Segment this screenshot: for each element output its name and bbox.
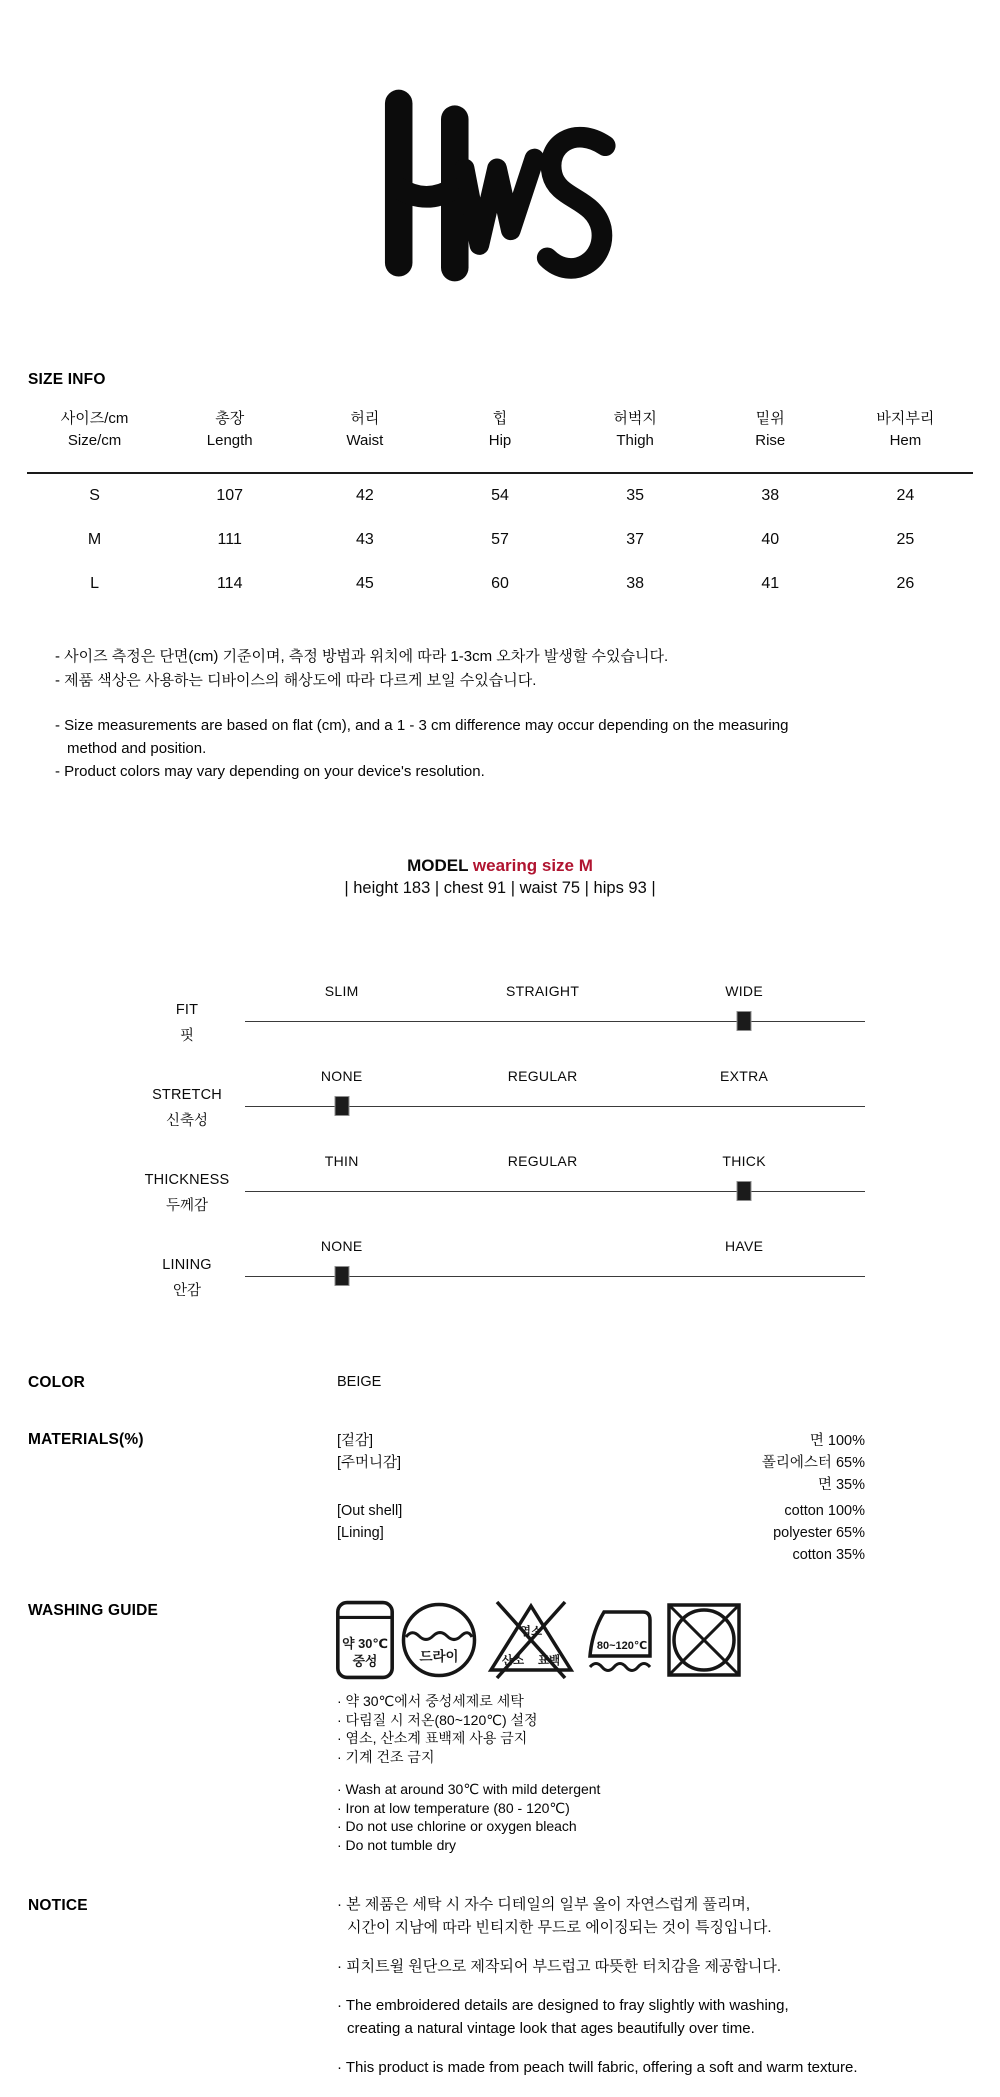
wash-30-neutral-icon	[335, 1600, 395, 1680]
slider-line	[245, 1191, 865, 1192]
col-waist: 허리 Waist	[346, 410, 384, 449]
dry-clean-icon	[400, 1601, 478, 1679]
material-row: [겉감] 면 100%	[337, 1433, 865, 1449]
slider-option: SLIM	[324, 983, 359, 999]
slider-marker-fit	[737, 1011, 752, 1031]
svg-text:산소: 산소	[501, 1655, 525, 1667]
no-bleach-icon	[483, 1598, 579, 1682]
hws-logo	[382, 88, 618, 288]
size-info-heading: SIZE INFO	[28, 371, 106, 388]
slider-option: THICK	[722, 1153, 766, 1169]
color-heading: COLOR	[28, 1374, 85, 1391]
material-row: [Out shell] cotton 100%	[337, 1503, 865, 1519]
size-notes-korean: - 사이즈 측정은 단면(cm) 기준이며, 측정 방법과 위치에 따라 1-3cm 오차가 발생할 수있습니다. - 제품 색상은 사용하는 디바이스의 해상도에 따라 다르게 보일 수있습니다.	[55, 648, 669, 689]
slider-option: EXTRA	[720, 1068, 769, 1084]
slider-track-lining	[245, 1236, 865, 1320]
slider-option: THIN	[324, 1153, 359, 1169]
notice-heading: NOTICE	[28, 1897, 88, 1914]
col-hem: 바지부리 Hem	[876, 410, 935, 449]
model-wearing-line	[0, 855, 1000, 877]
material-row: cotton 35%	[792, 1547, 865, 1563]
size-table-row-l: L 114 45 60 38 41 26	[90, 575, 915, 592]
slider-option: NONE	[320, 1238, 363, 1254]
slider-option: REGULAR	[507, 1153, 578, 1169]
size-table-header	[27, 408, 973, 452]
notice-item: · The embroidered details are designed to fray slightly with washing, creating a natural vintage look that ages beautifully over time.	[337, 1997, 789, 2037]
slider-row-lining: LINING 안감 NONE HAVE	[0, 1236, 1000, 1320]
slider-line	[245, 1021, 865, 1022]
col-rise: 밑위 Rise	[755, 410, 786, 449]
col-hip: 힙 Hip	[488, 410, 512, 449]
no-tumble-dry-icon	[665, 1601, 743, 1679]
slider-row-stretch: STRETCH 신축성 NONE REGULAR EXTRA	[0, 1066, 1000, 1150]
logo-w-stroke	[465, 159, 535, 246]
col-length: 총장 Length	[206, 410, 253, 449]
size-table-row-m: M 111 43 57 37 40 25	[87, 531, 915, 548]
svg-text:염소: 염소	[519, 1626, 543, 1638]
notice-item: · 본 제품은 세탁 시 자수 디테일의 일부 올이 자연스럽게 풀리며, 시간이 지남에 따라 빈티지한 무드로 에이징되는 것이 특징입니다.	[337, 1896, 772, 1936]
size-table	[27, 408, 973, 606]
svg-text:약 30℃: 약 30℃	[342, 1636, 388, 1652]
model-info	[0, 855, 1000, 900]
slider-option: HAVE	[724, 1238, 764, 1254]
svg-text:표백: 표백	[537, 1655, 561, 1667]
slider-row-thickness: THICKNESS 두께감 THIN REGULAR THICK	[0, 1151, 1000, 1235]
washing-notes-korean: · 약 30℃에서 중성세제로 세탁 · 다림질 시 저온(80~120℃) 설정 · 염소, 산소계 표백제 사용 금지 · 기계 건조 금지	[337, 1693, 538, 1765]
slider-marker-stretch	[334, 1096, 349, 1116]
slider-row-fit: FIT 핏 SLIM STRAIGHT WIDE	[0, 981, 1000, 1065]
col-thigh: 허벅지 Thigh	[613, 410, 657, 449]
slider-track-thickness	[245, 1151, 865, 1235]
slider-option: NONE	[320, 1068, 363, 1084]
model-wearing-size: wearing size M	[472, 856, 593, 875]
material-row: 면 35%	[817, 1477, 865, 1493]
model-specs: | height 183 | chest 91 | waist 75 | hips 93 |	[344, 879, 656, 897]
svg-text:드라이: 드라이	[419, 1649, 459, 1664]
slider-marker-thickness	[737, 1181, 752, 1201]
notice-item: · This product is made from peach twill fabric, offering a soft and warm texture.	[337, 2059, 858, 2076]
washing-guide-heading: WASHING GUIDE	[28, 1602, 159, 1619]
col-size: 사이즈/cm Size/cm	[60, 410, 129, 449]
model-label: MODEL	[407, 856, 469, 875]
svg-text:중성: 중성	[352, 1653, 378, 1669]
size-table-row-s: S 107 42 54 35 38 24	[89, 487, 915, 504]
notice-list	[337, 1893, 858, 2095]
svg-text:80~120℃: 80~120℃	[596, 1640, 648, 1652]
slider-option: WIDE	[725, 983, 763, 999]
slider-track-fit	[245, 981, 865, 1065]
size-notes-english: - Size measurements are based on flat (cm), and a 1 - 3 cm difference may occur depending on the measuring method and position. - Product colors may vary depending on your device's resolution.	[55, 717, 789, 780]
slider-track-stretch	[245, 1066, 865, 1150]
washing-icons	[335, 1596, 743, 1684]
slider-option: STRAIGHT	[506, 983, 580, 999]
washing-notes-english: · Wash at around 30℃ with mild detergent · Iron at low temperature (80 - 120℃) · Do not use chlorine or oxygen bleach · Do not tumble dry	[337, 1781, 601, 1853]
materials-grid	[337, 1430, 865, 1566]
materials-heading: MATERIALS(%)	[28, 1431, 144, 1448]
material-row: [주머니감] 폴리에스터 65%	[337, 1455, 865, 1471]
material-row: [Lining] polyester 65%	[337, 1525, 865, 1541]
logo-s-stroke	[547, 137, 605, 268]
slider-marker-lining	[334, 1266, 349, 1286]
color-value: BEIGE	[337, 1374, 382, 1390]
iron-low-icon	[584, 1604, 660, 1676]
slider-option: REGULAR	[507, 1068, 578, 1084]
notice-item: · 피치트윌 원단으로 제작되어 부드럽고 따뜻한 터치감을 제공합니다.	[337, 1958, 782, 1975]
